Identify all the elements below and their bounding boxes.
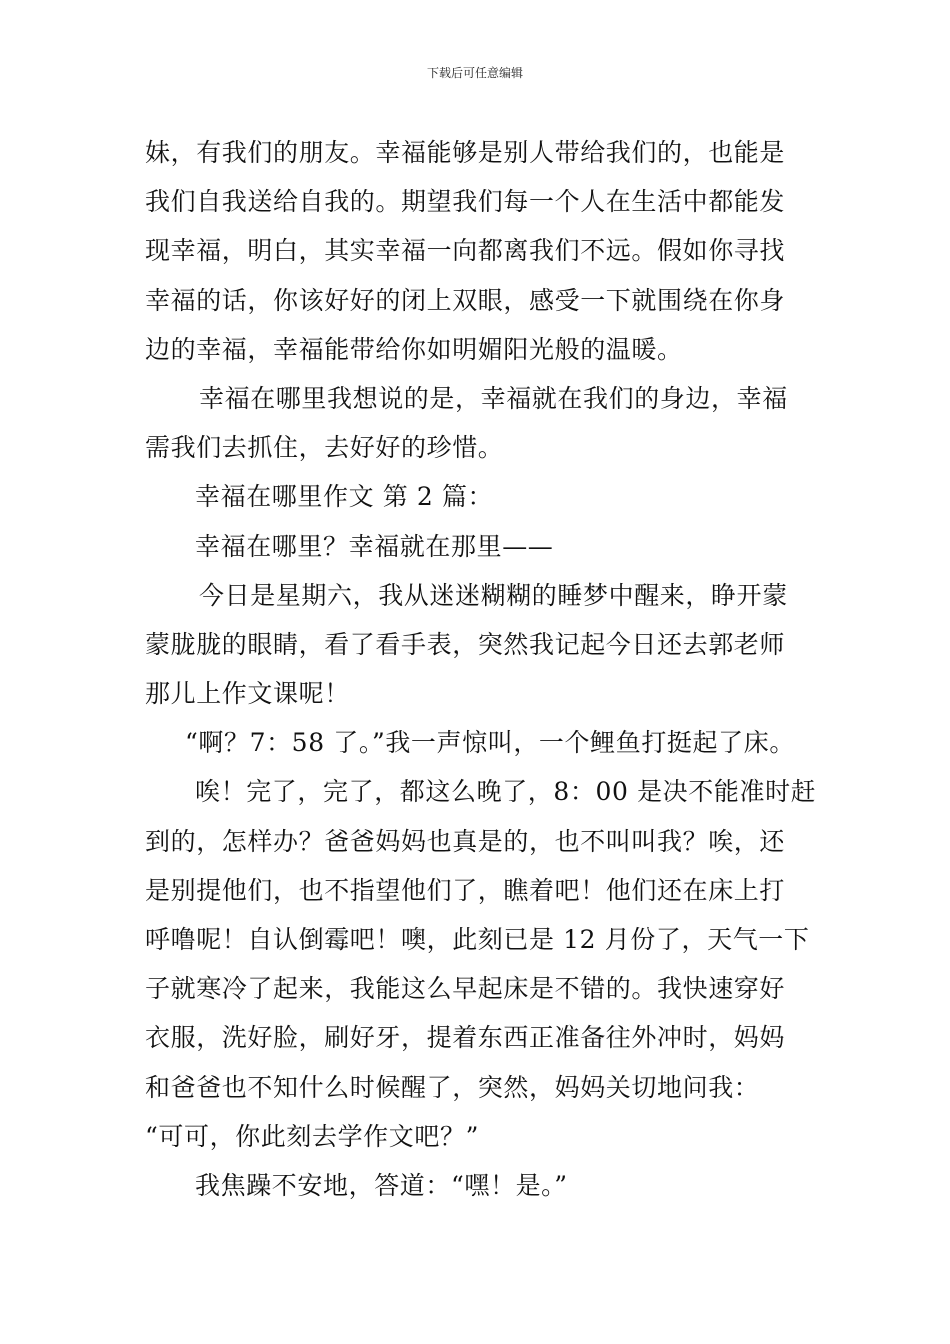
- paragraph-first-line: 唉！完了，完了，都这么晚了，8：00 是决不能准时赶: [195, 777, 817, 807]
- text-line: 衣服，洗好脸，刷好牙，提着东西正准备往外冲时，妈妈: [145, 1023, 786, 1053]
- text-line: 我们自我送给自我的。期望我们每一个人在生活中都能发: [145, 187, 786, 217]
- document-body: [145, 128, 825, 1210]
- section-title: 幸福在哪里作文 第 2 篇：: [195, 482, 494, 512]
- text-line: 妹，有我们的朋友。幸福能够是别人带给我们的，也能是: [145, 138, 786, 167]
- page-header: 下载后可任意编辑: [426, 66, 523, 80]
- paragraph-first-line: 今日是星期六，我从迷迷糊糊的睡梦中醒来，睁开蒙: [199, 580, 788, 610]
- text-line: 子就寒冷了起来，我能这么早起床是不错的。我快速穿好: [145, 974, 786, 1004]
- text-line: 蒙胧胧的眼睛，看了看手表，突然我记起今日还去郭老师: [145, 629, 786, 659]
- text-line: 呼噜呢！自认倒霉吧！噢，此刻已是 12 月份了，天气一下: [145, 925, 810, 954]
- text-line: 现幸福，明白，其实幸福一向都离我们不远。假如你寻找: [145, 236, 786, 266]
- paragraph-first-line: 我焦躁不安地，答道：“嘿！是。”: [195, 1170, 568, 1200]
- text-line: 幸福的话，你该好好的闭上双眼，感受一下就围绕在你身: [145, 285, 786, 315]
- text-line: 到的，怎样办？爸爸妈妈也真是的，也不叫叫我？唉，还: [145, 826, 786, 856]
- essay-title: 幸福在哪里？幸福就在那里——: [195, 531, 554, 561]
- text-line: 边的幸福，幸福能带给你如明媚阳光般的温暖。: [145, 334, 683, 364]
- paragraph-first-line: 幸福在哪里我想说的是，幸福就在我们的身边，幸福: [199, 383, 788, 413]
- text-line: 那儿上作文课呢！: [145, 679, 350, 709]
- text-line: 和爸爸也不知什么时候醒了，突然，妈妈关切地问我：: [145, 1072, 760, 1102]
- text-line: “可可，你此刻去学作文吧？”: [145, 1121, 479, 1151]
- text-line: 是别提他们，也不指望他们了，瞧着吧！他们还在床上打: [145, 875, 786, 905]
- text-line: 需我们去抓住，去好好的珍惜。: [145, 433, 504, 463]
- paragraph-first-line: “啊？7：58 了。”我一声惊叫，一个鲤鱼打挺起了床。: [185, 728, 795, 758]
